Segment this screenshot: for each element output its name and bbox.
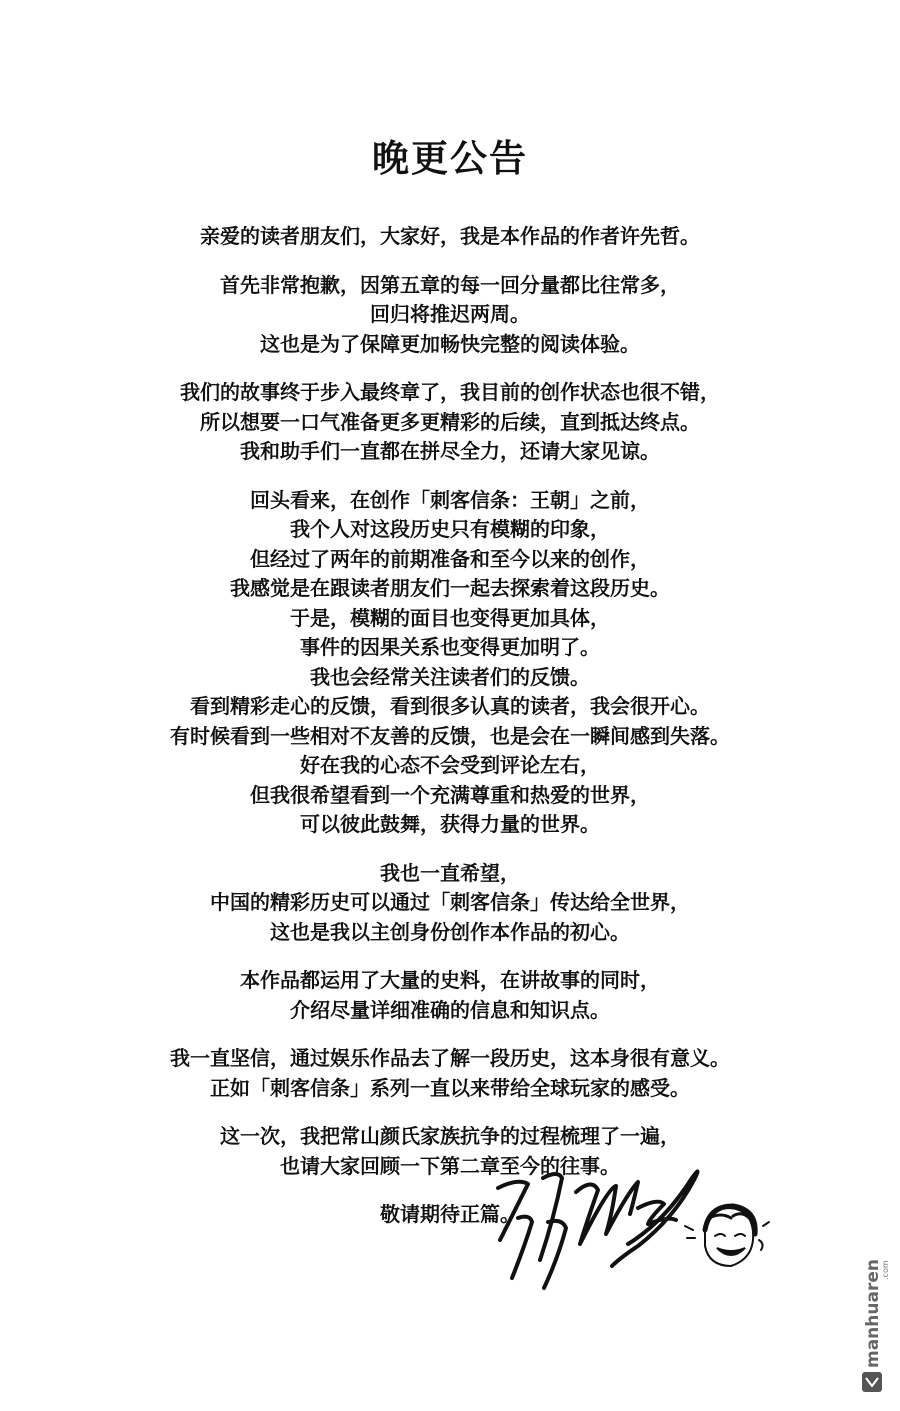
- text-line: 介绍尽量详细准确的信息和知识点。: [290, 997, 610, 1022]
- text-line: 所以想要一口气准备更多更精彩的后续，直到抵达终点。: [200, 409, 700, 434]
- notice-title: 晚更公告: [372, 137, 528, 180]
- watermark-logo-icon: [858, 1220, 892, 1400]
- text-line: 但我很希望看到一个充满尊重和热爱的世界，: [250, 782, 650, 807]
- text-line: 这也是我以主创身份创作本作品的初心。: [270, 919, 630, 944]
- text-line: 看到精彩走心的反馈，看到很多认真的读者，我会很开心。: [190, 694, 710, 718]
- text-line: 回归将推迟两周。: [370, 302, 530, 326]
- watermark-text: manhuaren: [863, 1259, 883, 1368]
- paragraph: [0, 966, 900, 1025]
- paragraph: [0, 222, 900, 252]
- text-line: 敬请期待正篇。: [380, 1202, 520, 1226]
- text-line: 好在我的心态不会受到评论左右，: [300, 753, 600, 777]
- paragraph: [0, 1122, 900, 1181]
- text-line: 我感觉是在跟读者朋友们一起去探索着这段历史。: [230, 576, 670, 600]
- paragraph: [0, 271, 900, 360]
- paragraph: [0, 859, 900, 948]
- text-line: 我也一直希望，: [380, 860, 520, 885]
- text-line: 回头看来，在创作「刺客信条：王朝」之前，: [250, 487, 650, 512]
- text-line: 也请大家回顾一下第二章至今的往事。: [280, 1153, 620, 1178]
- paragraph: [0, 486, 900, 840]
- watermark-suffix: .com: [881, 1260, 890, 1280]
- paragraph: [0, 378, 900, 467]
- text-line: 本作品都运用了大量的史料，在讲故事的同时，: [240, 968, 660, 992]
- text-line: 中国的精彩历史可以通过「刺客信条」传达给全世界，: [210, 890, 690, 914]
- text-line: 可以彼此鼓舞，获得力量的世界。: [300, 812, 600, 836]
- site-watermark: [858, 1220, 892, 1400]
- text-line: 我和助手们一直都在拼尽全力，还请大家见谅。: [240, 439, 660, 463]
- text-line: 我们的故事终于步入最终章了，我目前的创作状态也很不错，: [180, 380, 720, 404]
- text-line: 正如「刺客信条」系列一直以来带给全球玩家的感受。: [210, 1075, 690, 1100]
- author-caricature-icon: [675, 1196, 771, 1276]
- text-line: 但经过了两年的前期准备和至今以来的创作，: [250, 546, 650, 571]
- paragraph: [0, 1044, 900, 1103]
- text-line: 这一次，我把常山颜氏家族抗争的过程梳理了一遍，: [220, 1124, 680, 1148]
- text-line: 首先非常抱歉，因第五章的每一回分量都比往常多，: [220, 272, 680, 297]
- text-line: 我个人对这段历史只有模糊的印象，: [290, 517, 610, 541]
- text-line: 于是，模糊的面目也变得更加具体，: [290, 605, 610, 630]
- text-line: 我一直坚信，通过娱乐作品去了解一段历史，这本身很有意义。: [170, 1046, 730, 1070]
- text-line: 我也会经常关注读者们的反馈。: [310, 664, 590, 689]
- notice-body: [0, 222, 900, 1249]
- text-line: 这也是为了保障更加畅快完整的阅读体验。: [260, 331, 640, 356]
- text-line: 有时候看到一些相对不友善的反馈，也是会在一瞬间感到失落。: [170, 723, 730, 748]
- text-line: 事件的因果关系也变得更加明了。: [300, 635, 600, 659]
- text-line: 亲爱的读者朋友们，大家好，我是本作品的作者许先哲。: [200, 224, 700, 248]
